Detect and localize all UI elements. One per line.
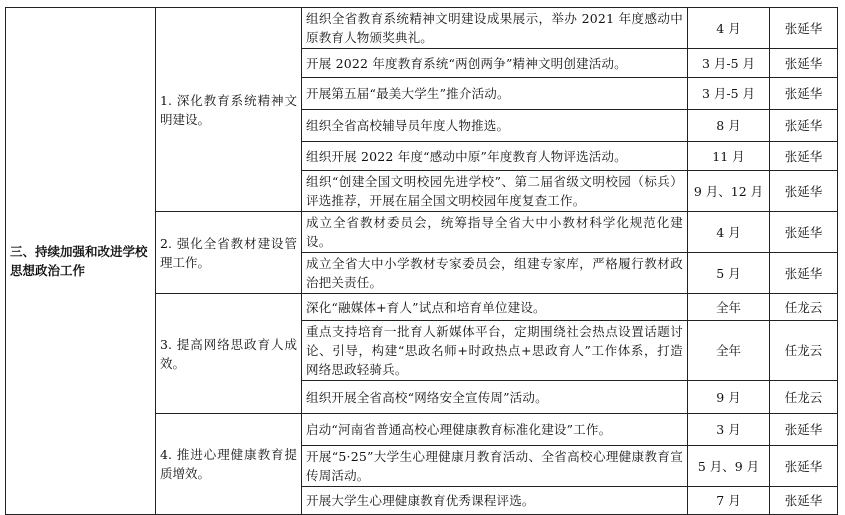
task-cell: 开展“5·25”大学生心理健康月教育活动、全省高校心理健康教育宣传周活动。 — [302, 446, 688, 487]
owner-cell: 张延华 — [770, 110, 838, 142]
time-cell: 全年 — [688, 321, 770, 381]
time-cell: 9 月、12 月 — [688, 171, 770, 212]
task-cell: 开展大学生心理健康教育优秀课程评选。 — [302, 487, 688, 515]
time-cell: 4 月 — [688, 212, 770, 253]
task-cell: 组织开展 2022 年度“感动中原”年度教育人物评选活动。 — [302, 142, 688, 171]
owner-cell: 任龙云 — [770, 321, 838, 381]
task-cell: 重点支持培育一批育人新媒体平台，定期围绕社会热点设置话题讨论、引导，构建“思政名师+时政热点+思政育人”工作体系，打造网络思政轻骑兵。 — [302, 321, 688, 381]
task-cell: 成立全省大中小学教材专家委员会，组建专家库，严格履行教材政治把关责任。 — [302, 253, 688, 294]
time-cell: 3 月 — [688, 414, 770, 446]
time-cell: 5 月、9 月 — [688, 446, 770, 487]
task-cell: 组织全省高校辅导员年度人物推选。 — [302, 110, 688, 142]
task-cell: 启动“河南省普通高校心理健康教育标准化建设”工作。 — [302, 414, 688, 446]
time-cell: 3 月-5 月 — [688, 49, 770, 78]
owner-cell: 张延华 — [770, 253, 838, 294]
owner-cell: 张延华 — [770, 212, 838, 253]
time-cell: 4 月 — [688, 8, 770, 49]
subtopic-cell: 2. 强化全省教材建设管理工作。 — [156, 212, 302, 294]
task-cell: 开展 2022 年度教育系统“两创两争”精神文明创建活动。 — [302, 49, 688, 78]
time-cell: 7 月 — [688, 487, 770, 515]
owner-cell: 任龙云 — [770, 381, 838, 414]
time-cell: 5 月 — [688, 253, 770, 294]
owner-cell: 张延华 — [770, 487, 838, 515]
owner-cell: 张延华 — [770, 142, 838, 171]
time-cell: 9 月 — [688, 381, 770, 414]
time-cell: 11 月 — [688, 142, 770, 171]
owner-cell: 张延华 — [770, 8, 838, 49]
task-cell: 组织“创建全国文明校园先进学校”、第二届省级文明校园（标兵）评选推荐，开展在届全国文明校园年度复查工作。 — [302, 171, 688, 212]
task-cell: 组织全省教育系统精神文明建设成果展示，举办 2021 年度感动中原教育人物颁奖典礼。 — [302, 8, 688, 49]
owner-cell: 张延华 — [770, 49, 838, 78]
time-cell: 8 月 — [688, 110, 770, 142]
owner-cell: 张延华 — [770, 78, 838, 110]
category-cell: 三、持续加强和改进学校思想政治工作 — [6, 8, 156, 515]
work-plan-table — [5, 7, 838, 515]
owner-cell: 张延华 — [770, 171, 838, 212]
time-cell: 3 月-5 月 — [688, 78, 770, 110]
task-cell: 开展第五届“最美大学生”推介活动。 — [302, 78, 688, 110]
subtopic-cell: 3. 提高网络思政育人成效。 — [156, 294, 302, 414]
task-cell: 组织开展全省高校“网络安全宣传周”活动。 — [302, 381, 688, 414]
time-cell: 全年 — [688, 294, 770, 321]
owner-cell: 张延华 — [770, 414, 838, 446]
owner-cell: 任龙云 — [770, 294, 838, 321]
subtopic-cell: 4. 推进心理健康教育提质增效。 — [156, 414, 302, 515]
work-plan-body — [6, 8, 838, 515]
task-cell: 深化“融媒体+育人”试点和培育单位建设。 — [302, 294, 688, 321]
owner-cell: 张延华 — [770, 446, 838, 487]
subtopic-cell: 1. 深化教育系统精神文明建设。 — [156, 8, 302, 212]
task-cell: 成立全省教材委员会，统筹指导全省大中小教材科学化规范化建设。 — [302, 212, 688, 253]
table-row — [6, 8, 838, 49]
